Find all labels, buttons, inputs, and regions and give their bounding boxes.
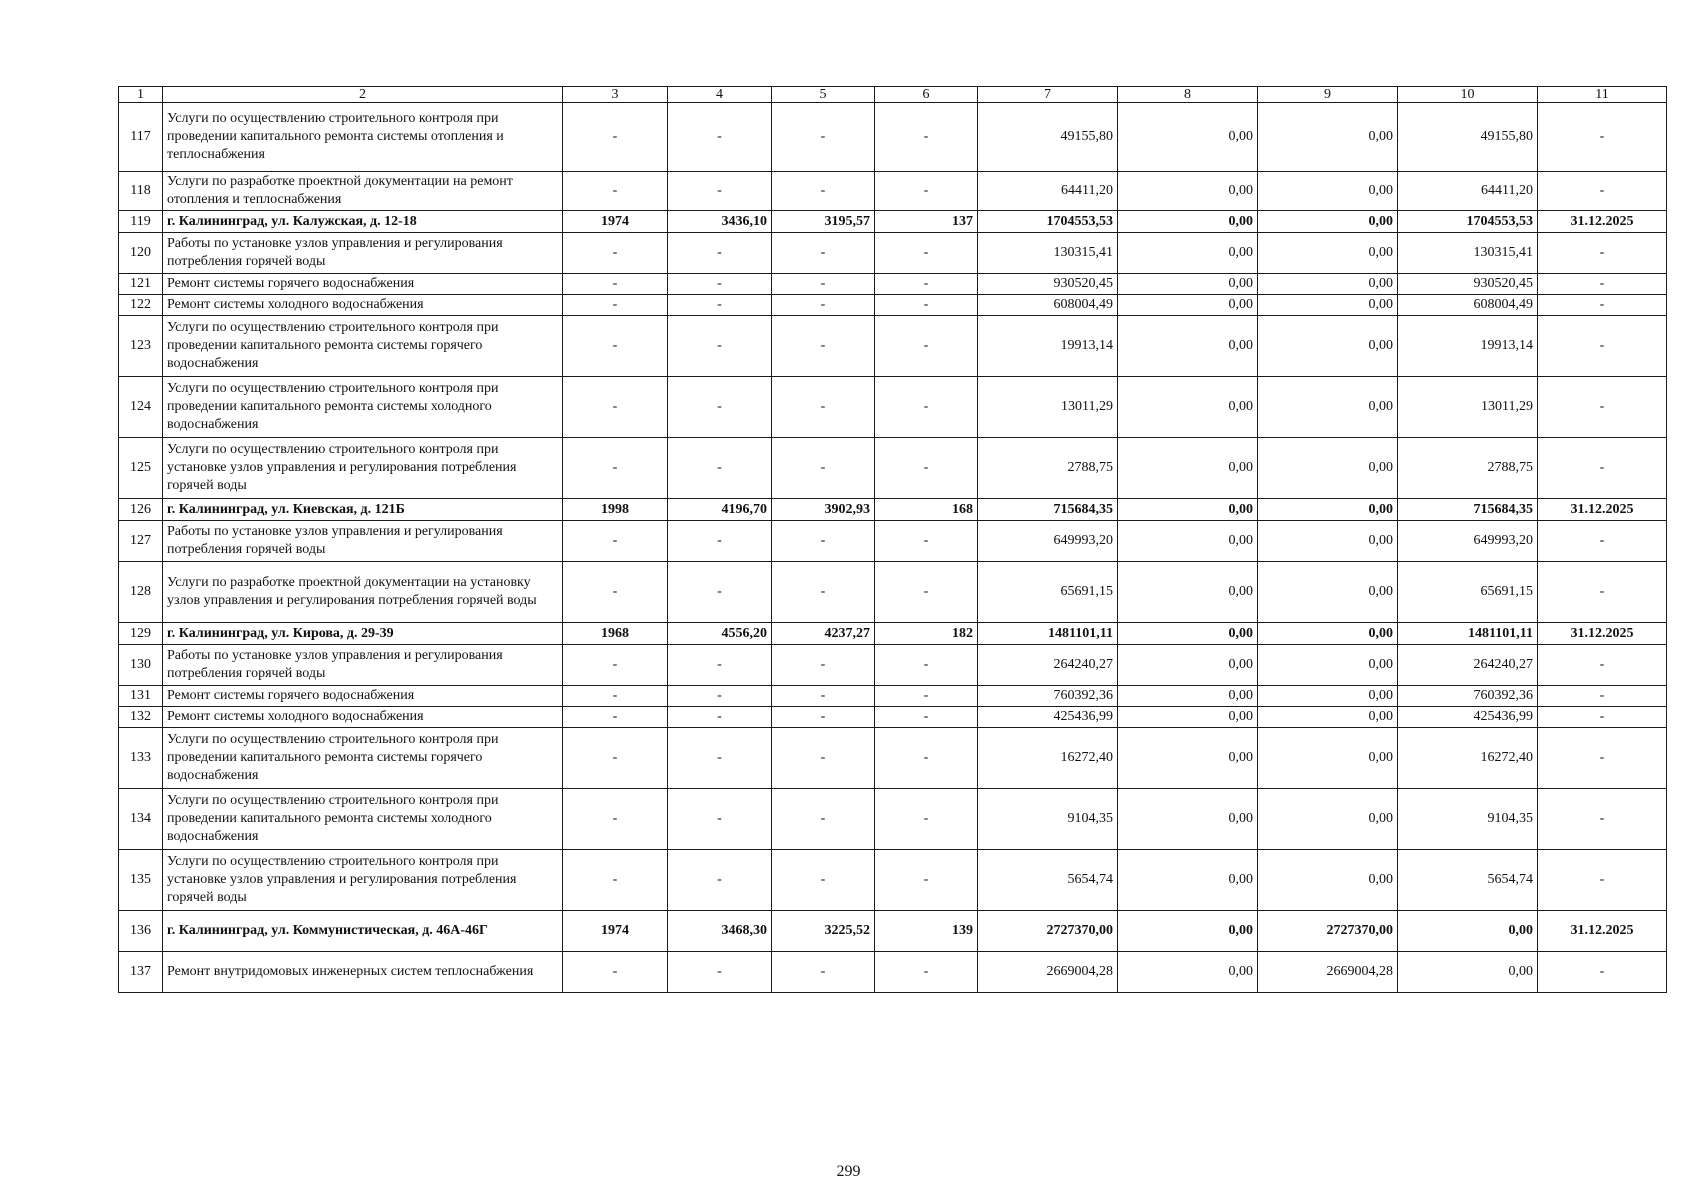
col8-value-cell: 0,00: [1118, 562, 1258, 623]
col7-value-cell: 715684,35: [978, 499, 1118, 521]
col5-cell: -: [772, 707, 875, 728]
col9-value-cell: 0,00: [1258, 562, 1398, 623]
col9-value-cell: 0,00: [1258, 521, 1398, 562]
col4-cell: -: [668, 686, 772, 707]
table-row: [119, 103, 1667, 172]
col3-cell: 1974: [563, 211, 668, 233]
description-cell: Услуги по разработке проектной документации на ремонт отопления и теплоснабжения: [163, 172, 563, 211]
col3-cell: -: [563, 728, 668, 789]
col9-value-cell: 0,00: [1258, 623, 1398, 645]
table-row: [119, 686, 1667, 707]
col7-value-cell: 2788,75: [978, 438, 1118, 499]
col3-cell: 1998: [563, 499, 668, 521]
col10-value-cell: 715684,35: [1398, 499, 1538, 521]
description-cell: г. Калининград, ул. Коммунистическая, д. 46А-46Г: [163, 911, 563, 952]
row-number-cell: 128: [119, 562, 163, 623]
col11-cell: -: [1538, 645, 1667, 686]
description-cell: Ремонт системы холодного водоснабжения: [163, 295, 563, 316]
col7-value-cell: 1704553,53: [978, 211, 1118, 233]
col4-cell: -: [668, 316, 772, 377]
row-number-cell: 126: [119, 499, 163, 521]
description-cell: Услуги по осуществлению строительного контроля при установке узлов управления и регулирования потребления горячей воды: [163, 850, 563, 911]
col10-value-cell: 49155,80: [1398, 103, 1538, 172]
col5-cell: -: [772, 645, 875, 686]
address-row: [119, 499, 1667, 521]
column-number: 5: [772, 87, 875, 103]
col11-cell: 31.12.2025: [1538, 623, 1667, 645]
col8-value-cell: 0,00: [1118, 707, 1258, 728]
col3-cell: -: [563, 233, 668, 274]
col7-value-cell: 930520,45: [978, 274, 1118, 295]
description-cell: Работы по установке узлов управления и регулирования потребления горячей воды: [163, 521, 563, 562]
col11-cell: -: [1538, 850, 1667, 911]
col4-cell: -: [668, 728, 772, 789]
col11-cell: -: [1538, 438, 1667, 499]
col4-cell: -: [668, 645, 772, 686]
col3-cell: -: [563, 103, 668, 172]
col5-cell: -: [772, 295, 875, 316]
col5-cell: -: [772, 377, 875, 438]
col7-value-cell: 649993,20: [978, 521, 1118, 562]
col11-cell: -: [1538, 274, 1667, 295]
col6-cell: -: [875, 438, 978, 499]
col9-value-cell: 0,00: [1258, 645, 1398, 686]
col11-cell: -: [1538, 562, 1667, 623]
col6-cell: -: [875, 377, 978, 438]
address-row: [119, 911, 1667, 952]
col8-value-cell: 0,00: [1118, 789, 1258, 850]
description-cell: Услуги по осуществлению строительного контроля при проведении капитального ремонта системы горячего водоснабжения: [163, 316, 563, 377]
col11-cell: -: [1538, 686, 1667, 707]
col6-cell: -: [875, 103, 978, 172]
column-number: 11: [1538, 87, 1667, 103]
col7-value-cell: 264240,27: [978, 645, 1118, 686]
col10-value-cell: 760392,36: [1398, 686, 1538, 707]
col8-value-cell: 0,00: [1118, 233, 1258, 274]
table-row: [119, 707, 1667, 728]
col3-cell: -: [563, 686, 668, 707]
register-sheet: [118, 86, 1666, 993]
col7-value-cell: 9104,35: [978, 789, 1118, 850]
col7-value-cell: 13011,29: [978, 377, 1118, 438]
col8-value-cell: 0,00: [1118, 521, 1258, 562]
col10-value-cell: 9104,35: [1398, 789, 1538, 850]
col7-value-cell: 49155,80: [978, 103, 1118, 172]
col9-value-cell: 2669004,28: [1258, 952, 1398, 993]
col7-value-cell: 130315,41: [978, 233, 1118, 274]
col7-value-cell: 2669004,28: [978, 952, 1118, 993]
address-row: [119, 211, 1667, 233]
col10-value-cell: 608004,49: [1398, 295, 1538, 316]
description-cell: г. Калининград, ул. Калужская, д. 12-18: [163, 211, 563, 233]
col11-cell: -: [1538, 172, 1667, 211]
column-numbers-row: [119, 87, 1667, 103]
col8-value-cell: 0,00: [1118, 645, 1258, 686]
col7-value-cell: 760392,36: [978, 686, 1118, 707]
col10-value-cell: 264240,27: [1398, 645, 1538, 686]
row-number-cell: 119: [119, 211, 163, 233]
description-cell: Услуги по разработке проектной документации на установку узлов управления и регулирования потребления горячей воды: [163, 562, 563, 623]
table-row: [119, 952, 1667, 993]
col11-cell: -: [1538, 707, 1667, 728]
col6-cell: -: [875, 952, 978, 993]
col6-cell: -: [875, 521, 978, 562]
col9-value-cell: 0,00: [1258, 499, 1398, 521]
col9-value-cell: 0,00: [1258, 686, 1398, 707]
col6-cell: 139: [875, 911, 978, 952]
column-number: 4: [668, 87, 772, 103]
col3-cell: -: [563, 952, 668, 993]
column-number: 1: [119, 87, 163, 103]
col3-cell: -: [563, 521, 668, 562]
table-row: [119, 295, 1667, 316]
col3-cell: -: [563, 850, 668, 911]
col9-value-cell: 2727370,00: [1258, 911, 1398, 952]
col9-value-cell: 0,00: [1258, 103, 1398, 172]
row-number-cell: 131: [119, 686, 163, 707]
col5-cell: 3225,52: [772, 911, 875, 952]
col5-cell: 3902,93: [772, 499, 875, 521]
col6-cell: -: [875, 316, 978, 377]
row-number-cell: 120: [119, 233, 163, 274]
col10-value-cell: 1481101,11: [1398, 623, 1538, 645]
col11-cell: 31.12.2025: [1538, 499, 1667, 521]
row-number-cell: 135: [119, 850, 163, 911]
table-row: [119, 728, 1667, 789]
col3-cell: -: [563, 645, 668, 686]
col4-cell: -: [668, 952, 772, 993]
col4-cell: -: [668, 521, 772, 562]
col6-cell: -: [875, 233, 978, 274]
col4-cell: 3436,10: [668, 211, 772, 233]
description-cell: Услуги по осуществлению строительного контроля при установке узлов управления и регулирования потребления горячей воды: [163, 438, 563, 499]
table-row: [119, 316, 1667, 377]
col4-cell: -: [668, 103, 772, 172]
col6-cell: 137: [875, 211, 978, 233]
column-number: 2: [163, 87, 563, 103]
column-number: 6: [875, 87, 978, 103]
col7-value-cell: 1481101,11: [978, 623, 1118, 645]
col9-value-cell: 0,00: [1258, 728, 1398, 789]
table-row: [119, 562, 1667, 623]
description-cell: Ремонт внутридомовых инженерных систем теплоснабжения: [163, 952, 563, 993]
col6-cell: -: [875, 850, 978, 911]
col5-cell: -: [772, 438, 875, 499]
col5-cell: -: [772, 316, 875, 377]
col5-cell: -: [772, 728, 875, 789]
col8-value-cell: 0,00: [1118, 316, 1258, 377]
col4-cell: 4196,70: [668, 499, 772, 521]
col6-cell: -: [875, 562, 978, 623]
col5-cell: -: [772, 521, 875, 562]
col9-value-cell: 0,00: [1258, 211, 1398, 233]
description-cell: Работы по установке узлов управления и регулирования потребления горячей воды: [163, 233, 563, 274]
col4-cell: -: [668, 562, 772, 623]
col5-cell: -: [772, 274, 875, 295]
col3-cell: -: [563, 172, 668, 211]
col10-value-cell: 930520,45: [1398, 274, 1538, 295]
table-row: [119, 377, 1667, 438]
col4-cell: -: [668, 274, 772, 295]
description-cell: г. Калининград, ул. Кирова, д. 29-39: [163, 623, 563, 645]
row-number-cell: 121: [119, 274, 163, 295]
description-cell: Услуги по осуществлению строительного контроля при проведении капитального ремонта системы холодного водоснабжения: [163, 377, 563, 438]
col6-cell: 168: [875, 499, 978, 521]
col3-cell: -: [563, 438, 668, 499]
col9-value-cell: 0,00: [1258, 295, 1398, 316]
col10-value-cell: 1704553,53: [1398, 211, 1538, 233]
col9-value-cell: 0,00: [1258, 789, 1398, 850]
col6-cell: 182: [875, 623, 978, 645]
col4-cell: -: [668, 789, 772, 850]
description-cell: Услуги по осуществлению строительного контроля при проведении капитального ремонта системы горячего водоснабжения: [163, 728, 563, 789]
row-number-cell: 123: [119, 316, 163, 377]
col7-value-cell: 16272,40: [978, 728, 1118, 789]
col4-cell: -: [668, 850, 772, 911]
col11-cell: -: [1538, 952, 1667, 993]
col5-cell: -: [772, 952, 875, 993]
col9-value-cell: 0,00: [1258, 850, 1398, 911]
col10-value-cell: 425436,99: [1398, 707, 1538, 728]
row-number-cell: 117: [119, 103, 163, 172]
description-cell: Работы по установке узлов управления и регулирования потребления горячей воды: [163, 645, 563, 686]
col8-value-cell: 0,00: [1118, 728, 1258, 789]
description-cell: Ремонт системы холодного водоснабжения: [163, 707, 563, 728]
col9-value-cell: 0,00: [1258, 377, 1398, 438]
col8-value-cell: 0,00: [1118, 686, 1258, 707]
description-cell: Услуги по осуществлению строительного контроля при проведении капитального ремонта системы отопления и теплоснабжения: [163, 103, 563, 172]
col3-cell: -: [563, 274, 668, 295]
col10-value-cell: 65691,15: [1398, 562, 1538, 623]
col11-cell: -: [1538, 377, 1667, 438]
col11-cell: -: [1538, 103, 1667, 172]
col10-value-cell: 5654,74: [1398, 850, 1538, 911]
col3-cell: 1974: [563, 911, 668, 952]
col8-value-cell: 0,00: [1118, 274, 1258, 295]
row-number-cell: 136: [119, 911, 163, 952]
table-row: [119, 645, 1667, 686]
col4-cell: -: [668, 172, 772, 211]
row-number-cell: 127: [119, 521, 163, 562]
col7-value-cell: 608004,49: [978, 295, 1118, 316]
row-number-cell: 133: [119, 728, 163, 789]
table-row: [119, 274, 1667, 295]
col3-cell: -: [563, 789, 668, 850]
col10-value-cell: 130315,41: [1398, 233, 1538, 274]
col5-cell: -: [772, 850, 875, 911]
col8-value-cell: 0,00: [1118, 911, 1258, 952]
col11-cell: -: [1538, 233, 1667, 274]
col11-cell: -: [1538, 521, 1667, 562]
col8-value-cell: 0,00: [1118, 499, 1258, 521]
col4-cell: -: [668, 233, 772, 274]
col11-cell: -: [1538, 728, 1667, 789]
row-number-cell: 129: [119, 623, 163, 645]
page-number: 299: [836, 1163, 861, 1180]
col5-cell: -: [772, 103, 875, 172]
col4-cell: 3468,30: [668, 911, 772, 952]
table-row: [119, 789, 1667, 850]
col7-value-cell: 65691,15: [978, 562, 1118, 623]
col4-cell: -: [668, 707, 772, 728]
row-number-cell: 118: [119, 172, 163, 211]
column-number: 9: [1258, 87, 1398, 103]
col10-value-cell: 0,00: [1398, 952, 1538, 993]
col7-value-cell: 64411,20: [978, 172, 1118, 211]
column-number: 7: [978, 87, 1118, 103]
col11-cell: 31.12.2025: [1538, 911, 1667, 952]
col3-cell: 1968: [563, 623, 668, 645]
col6-cell: -: [875, 707, 978, 728]
col5-cell: -: [772, 233, 875, 274]
col10-value-cell: 16272,40: [1398, 728, 1538, 789]
col9-value-cell: 0,00: [1258, 172, 1398, 211]
col8-value-cell: 0,00: [1118, 295, 1258, 316]
col10-value-cell: 649993,20: [1398, 521, 1538, 562]
works-table: [118, 86, 1667, 993]
col8-value-cell: 0,00: [1118, 103, 1258, 172]
row-number-cell: 137: [119, 952, 163, 993]
row-number-cell: 124: [119, 377, 163, 438]
table-body: [119, 103, 1667, 993]
col5-cell: -: [772, 172, 875, 211]
col9-value-cell: 0,00: [1258, 274, 1398, 295]
row-number-cell: 134: [119, 789, 163, 850]
col5-cell: 4237,27: [772, 623, 875, 645]
description-cell: г. Калининград, ул. Киевская, д. 121Б: [163, 499, 563, 521]
description-cell: Ремонт системы горячего водоснабжения: [163, 274, 563, 295]
col11-cell: -: [1538, 789, 1667, 850]
col9-value-cell: 0,00: [1258, 707, 1398, 728]
col9-value-cell: 0,00: [1258, 438, 1398, 499]
col6-cell: -: [875, 686, 978, 707]
col11-cell: -: [1538, 316, 1667, 377]
col8-value-cell: 0,00: [1118, 377, 1258, 438]
col6-cell: -: [875, 274, 978, 295]
col4-cell: -: [668, 377, 772, 438]
col11-cell: 31.12.2025: [1538, 211, 1667, 233]
col5-cell: -: [772, 789, 875, 850]
table-row: [119, 438, 1667, 499]
col3-cell: -: [563, 377, 668, 438]
col8-value-cell: 0,00: [1118, 172, 1258, 211]
col7-value-cell: 5654,74: [978, 850, 1118, 911]
col5-cell: -: [772, 562, 875, 623]
column-number: 3: [563, 87, 668, 103]
row-number-cell: 132: [119, 707, 163, 728]
col8-value-cell: 0,00: [1118, 623, 1258, 645]
col6-cell: -: [875, 728, 978, 789]
col6-cell: -: [875, 172, 978, 211]
col9-value-cell: 0,00: [1258, 233, 1398, 274]
col6-cell: -: [875, 645, 978, 686]
column-number: 8: [1118, 87, 1258, 103]
description-cell: Ремонт системы горячего водоснабжения: [163, 686, 563, 707]
address-row: [119, 623, 1667, 645]
col4-cell: 4556,20: [668, 623, 772, 645]
col8-value-cell: 0,00: [1118, 438, 1258, 499]
col7-value-cell: 2727370,00: [978, 911, 1118, 952]
table-row: [119, 233, 1667, 274]
row-number-cell: 122: [119, 295, 163, 316]
col5-cell: 3195,57: [772, 211, 875, 233]
description-cell: Услуги по осуществлению строительного контроля при проведении капитального ремонта системы холодного водоснабжения: [163, 789, 563, 850]
col4-cell: -: [668, 438, 772, 499]
table-row: [119, 521, 1667, 562]
col10-value-cell: 13011,29: [1398, 377, 1538, 438]
col7-value-cell: 19913,14: [978, 316, 1118, 377]
col11-cell: -: [1538, 295, 1667, 316]
col10-value-cell: 0,00: [1398, 911, 1538, 952]
col7-value-cell: 425436,99: [978, 707, 1118, 728]
col3-cell: -: [563, 707, 668, 728]
row-number-cell: 125: [119, 438, 163, 499]
column-number: 10: [1398, 87, 1538, 103]
col9-value-cell: 0,00: [1258, 316, 1398, 377]
col10-value-cell: 19913,14: [1398, 316, 1538, 377]
row-number-cell: 130: [119, 645, 163, 686]
table-row: [119, 172, 1667, 211]
col5-cell: -: [772, 686, 875, 707]
col6-cell: -: [875, 789, 978, 850]
col3-cell: -: [563, 562, 668, 623]
col6-cell: -: [875, 295, 978, 316]
col10-value-cell: 2788,75: [1398, 438, 1538, 499]
col3-cell: -: [563, 295, 668, 316]
col10-value-cell: 64411,20: [1398, 172, 1538, 211]
col8-value-cell: 0,00: [1118, 952, 1258, 993]
col4-cell: -: [668, 295, 772, 316]
col3-cell: -: [563, 316, 668, 377]
table-row: [119, 850, 1667, 911]
col8-value-cell: 0,00: [1118, 211, 1258, 233]
col8-value-cell: 0,00: [1118, 850, 1258, 911]
